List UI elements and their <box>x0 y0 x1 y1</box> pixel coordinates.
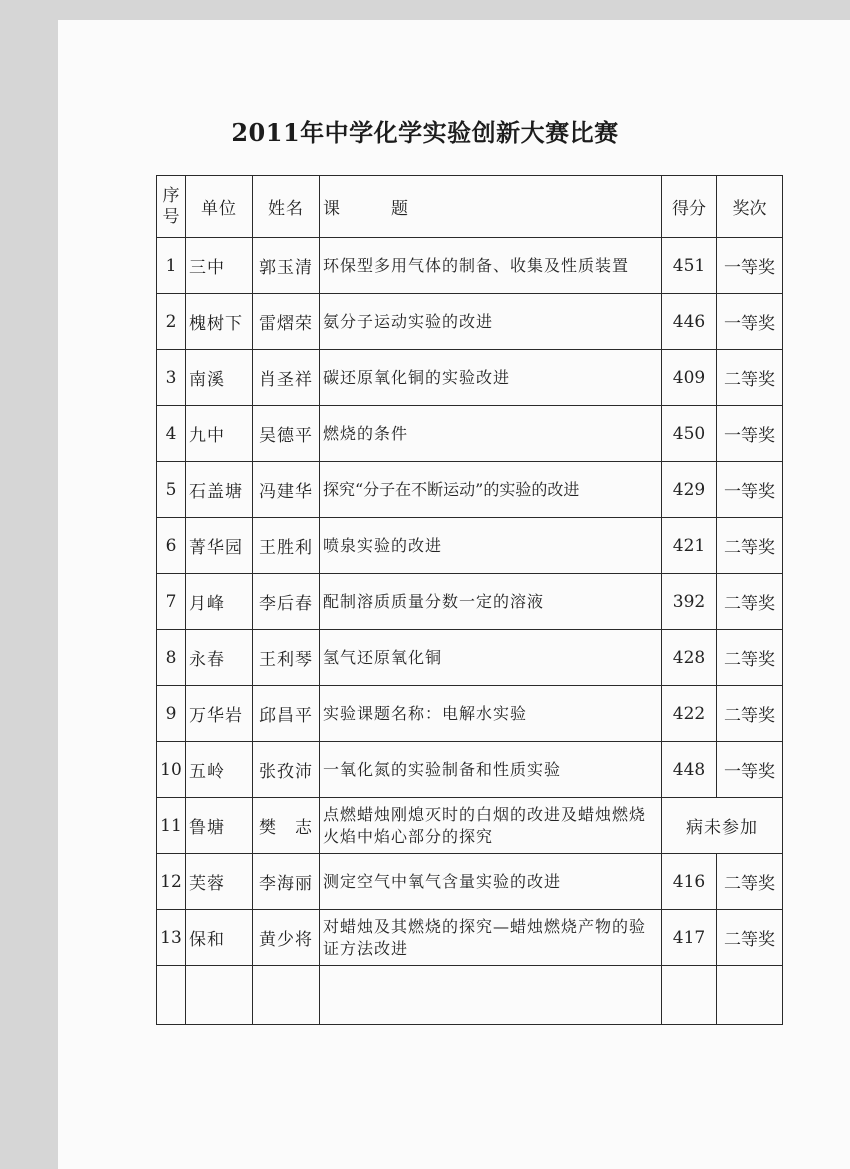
table-row <box>157 294 783 350</box>
table-row <box>157 742 783 798</box>
cell-topic: 点燃蜡烛刚熄灭时的白烟的改进及蜡烛燃烧火焰中焰心部分的探究 <box>320 798 662 854</box>
cell-award: 一等奖 <box>717 462 783 518</box>
cell-unit: 菁华园 <box>186 518 253 574</box>
cell-name: 黄少将 <box>253 910 320 966</box>
document-title: 2011年中学化学实验创新大赛比赛 <box>231 118 619 147</box>
cell-score: 422 <box>662 686 717 742</box>
header-score: 得分 <box>662 176 717 238</box>
cell-name: 郭玉清 <box>253 238 320 294</box>
cell-topic: 碳还原氧化铜的实验改进 <box>320 350 662 406</box>
empty-cell <box>186 966 253 1025</box>
table-row <box>157 574 783 630</box>
cell-topic: 一氧化氮的实验制备和性质实验 <box>320 742 662 798</box>
cell-score: 409 <box>662 350 717 406</box>
cell-absence-note: 病未参加 <box>662 798 783 854</box>
header-name: 姓名 <box>253 176 320 238</box>
cell-no: 4 <box>157 406 186 462</box>
cell-unit: 三中 <box>186 238 253 294</box>
cell-award: 二等奖 <box>717 630 783 686</box>
cell-topic: 对蜡烛及其燃烧的探究—蜡烛燃烧产物的验证方法改进 <box>320 910 662 966</box>
cell-name: 雷熠荣 <box>253 294 320 350</box>
cell-award: 二等奖 <box>717 350 783 406</box>
cell-topic: 氢气还原氧化铜 <box>320 630 662 686</box>
header-unit: 单位 <box>186 176 253 238</box>
table-row <box>157 462 783 518</box>
cell-no: 10 <box>157 742 186 798</box>
cell-unit: 五岭 <box>186 742 253 798</box>
cell-score: 417 <box>662 910 717 966</box>
cell-topic: 配制溶质质量分数一定的溶液 <box>320 574 662 630</box>
cell-no: 9 <box>157 686 186 742</box>
table-row <box>157 910 783 966</box>
cell-no: 11 <box>157 798 186 854</box>
cell-award: 二等奖 <box>717 686 783 742</box>
header-award: 奖次 <box>717 176 783 238</box>
cell-unit: 鲁塘 <box>186 798 253 854</box>
table-row <box>157 798 783 854</box>
table-row <box>157 238 783 294</box>
cell-name: 冯建华 <box>253 462 320 518</box>
cell-score: 451 <box>662 238 717 294</box>
cell-unit: 九中 <box>186 406 253 462</box>
cell-name: 李海丽 <box>253 854 320 910</box>
cell-no: 3 <box>157 350 186 406</box>
cell-award: 一等奖 <box>717 406 783 462</box>
cell-no: 2 <box>157 294 186 350</box>
cell-score: 450 <box>662 406 717 462</box>
results-table <box>156 175 783 1025</box>
cell-topic: 氨分子运动实验的改进 <box>320 294 662 350</box>
cell-unit: 月峰 <box>186 574 253 630</box>
cell-award: 一等奖 <box>717 294 783 350</box>
empty-cell <box>320 966 662 1025</box>
cell-topic: 实验课题名称：电解水实验 <box>320 686 662 742</box>
cell-award: 二等奖 <box>717 518 783 574</box>
cell-score: 421 <box>662 518 717 574</box>
cell-no: 7 <box>157 574 186 630</box>
cell-no: 1 <box>157 238 186 294</box>
empty-cell <box>253 966 320 1025</box>
table-row <box>157 854 783 910</box>
table-row <box>157 686 783 742</box>
cell-name: 肖圣祥 <box>253 350 320 406</box>
cell-name: 樊 志 <box>253 798 320 854</box>
cell-name: 王利琴 <box>253 630 320 686</box>
empty-cell <box>717 966 783 1025</box>
empty-cell <box>157 966 186 1025</box>
table-row <box>157 518 783 574</box>
header-row <box>157 176 783 238</box>
cell-score: 416 <box>662 854 717 910</box>
cell-no: 12 <box>157 854 186 910</box>
cell-name: 王胜利 <box>253 518 320 574</box>
cell-award: 二等奖 <box>717 854 783 910</box>
cell-name: 李后春 <box>253 574 320 630</box>
cell-award: 二等奖 <box>717 910 783 966</box>
cell-unit: 槐树下 <box>186 294 253 350</box>
header-topic: 课 题 <box>320 176 662 238</box>
cell-score: 446 <box>662 294 717 350</box>
cell-no: 13 <box>157 910 186 966</box>
cell-award: 二等奖 <box>717 574 783 630</box>
table-row <box>157 350 783 406</box>
cell-score: 392 <box>662 574 717 630</box>
cell-name: 张孜沛 <box>253 742 320 798</box>
cell-award: 一等奖 <box>717 238 783 294</box>
cell-score: 429 <box>662 462 717 518</box>
header-no: 序 号 <box>157 176 186 238</box>
cell-name: 邱昌平 <box>253 686 320 742</box>
cell-unit: 南溪 <box>186 350 253 406</box>
cell-unit: 万华岩 <box>186 686 253 742</box>
empty-cell <box>662 966 717 1025</box>
cell-topic: 燃烧的条件 <box>320 406 662 462</box>
cell-topic: 探究“分子在不断运动”的实验的改进 <box>320 462 662 518</box>
cell-score: 448 <box>662 742 717 798</box>
table-row <box>157 406 783 462</box>
cell-score: 428 <box>662 630 717 686</box>
cell-no: 5 <box>157 462 186 518</box>
cell-topic: 喷泉实验的改进 <box>320 518 662 574</box>
empty-row <box>157 966 783 1025</box>
cell-no: 8 <box>157 630 186 686</box>
cell-unit: 芙蓉 <box>186 854 253 910</box>
cell-topic: 环保型多用气体的制备、收集及性质装置 <box>320 238 662 294</box>
cell-unit: 永春 <box>186 630 253 686</box>
cell-name: 吴德平 <box>253 406 320 462</box>
cell-unit: 保和 <box>186 910 253 966</box>
table-row <box>157 630 783 686</box>
cell-topic: 测定空气中氧气含量实验的改进 <box>320 854 662 910</box>
cell-award: 一等奖 <box>717 742 783 798</box>
cell-no: 6 <box>157 518 186 574</box>
cell-unit: 石盖塘 <box>186 462 253 518</box>
